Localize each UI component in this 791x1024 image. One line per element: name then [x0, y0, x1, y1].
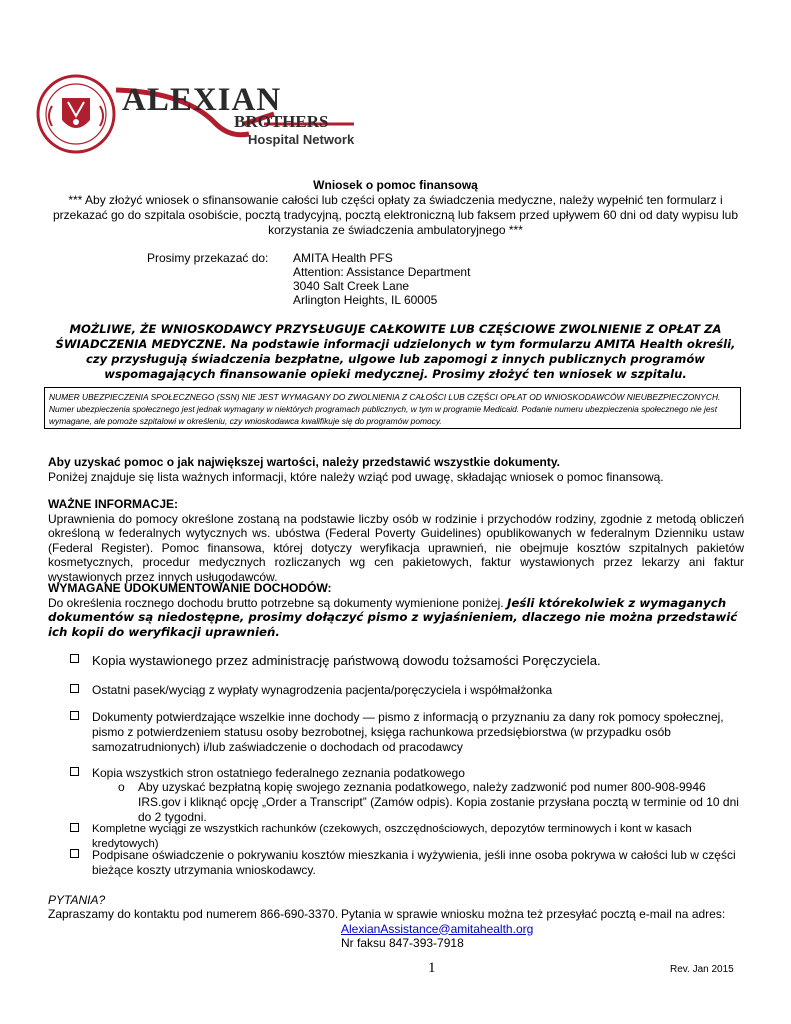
- questions-phone: Zapraszamy do kontaktu pod numerem 866-690-3370.: [48, 907, 339, 921]
- fax-number: Nr faksu 847-393-7918: [341, 936, 464, 950]
- documents-text: Poniżej znajduje się lista ważnych informacji, które należy wziąć pod uwagę, składając wniosek o pomoc finansową.: [48, 469, 664, 484]
- revision-date: Rev. Jan 2015: [670, 964, 734, 975]
- circle-bullet-icon: o: [118, 780, 125, 794]
- important-text: Uprawnienia do pomocy określone zostaną na podstawie liczby osób w rodzinie i przychodów rodziny, zgodnie z metodą obliczeń określoną w federalnych wytycznych ws. ubóstwa (Federal Poverty Guidelines) opublikowanych w federalnym Dzienniku ustaw (Federal Register). Pomoc finansowa, której dotyczy weryfikacja uprawnień, nie obejmuje kosztów szpitalnych pakietów kosmetycznych, procedur medycznych rozliczanych wg cen pakietowych, faktur wystawionych przez lekarzy ani faktur wystawionych przez innych usługodawców.: [48, 511, 744, 584]
- alexian-brothers-logo: [34, 72, 364, 162]
- checklist-item: Kopia wszystkich stron ostatniego federalnego zeznania podatkowego: [70, 766, 750, 781]
- email-link[interactable]: AlexianAssistance@amitahealth.org: [341, 921, 534, 936]
- income-text: [48, 596, 744, 640]
- documents-heading: Aby uzyskać pomoc o jak największej wartości, należy przedstawić wszystkie dokumenty.: [48, 455, 560, 469]
- checkbox-icon[interactable]: [70, 767, 79, 776]
- checklist-item: Kopia wystawionego przez administrację państwową dowodu tożsamości Poręczyciela.: [70, 653, 750, 668]
- checklist-item: Podpisane oświadczenie o pokrywaniu kosztów mieszkania i wyżywienia, jeśli inne osoba pokrywa w całości lub w części bieżące koszty utrzymania wnioskodawcy.: [70, 848, 750, 878]
- documents-section: [48, 455, 744, 484]
- ssn-notice-line2: Numer ubezpieczenia społecznego jest jednak wymagany w niektórych programach publicznych, w tym w programie Medicaid. Podanie numeru ubezpieczenia społecznego nie jest wymagane, ale pomoże szpitalowi w określeniu, czy wnioskodawca kwalifikuje się do programów pomocy.: [49, 404, 718, 426]
- income-section: [48, 581, 744, 639]
- income-emphasis: Jeśli którekolwiek z wymaganych dokumentów są niedostępne, prosimy dołączyć pismo z wyjaśnieniem, dlaczego nie można przedstawić ich kopii do weryfikacji uprawnień.: [48, 595, 738, 639]
- checkbox-icon[interactable]: [70, 654, 79, 663]
- checklist-item: Ostatni pasek/wyciąg z wypłaty wynagrodzenia pacjenta/poręczyciela i współmałżonka: [70, 683, 750, 698]
- page-number: 1: [428, 960, 436, 976]
- checkbox-icon[interactable]: [70, 684, 79, 693]
- address-line: Attention: Assistance Department: [293, 265, 471, 279]
- address-line: 3040 Salt Creek Lane: [293, 279, 410, 293]
- eligibility-notice: MOŻLIWE, ŻE WNIOSKODAWCY PRZYSŁUGUJE CAŁKOWITE LUB CZĘŚCIOWE ZWOLNIENIE Z OPŁAT ZA ŚWIADCZENIA MEDYCZNE. Na podstawie informacji udzielonych w tym formularzu AMITA Health określi, czy przysługują świadczenia bezpłatne, ulgowe lub zapomogi z innych publicznych programów wspomagających finansowanie opieki medycznej. Prosimy złożyć ten wniosek w szpitalu.: [55, 322, 736, 381]
- tax-transcript-note: o Aby uzyskać bezpłatną kopię swojego zeznania podatkowego, należy zadzwonić pod numer 800-908-9946 IRS.gov i kliknąć opcję „Order a Transcript” (Zamów odpis). Kopia zostanie przysłana pocztą w terminie od 10 dni do 2 tygodni.: [118, 780, 739, 824]
- important-heading: WAŻNE INFORMACJE:: [48, 497, 178, 511]
- intro-text: *** Aby złożyć wniosek o sfinansowanie całości lub części opłaty za świadczenia medyczne, należy wypełnić ten formularz i przekazać go do szpitala osobiście, pocztą tradycyjną, pocztą elektroniczną lub faksem przed upływem 60 dni od daty wypisu lub korzystania ze świadczenia ambulatoryjnego ***: [52, 193, 739, 237]
- logo-main-text: ALEXIAN: [122, 82, 282, 118]
- income-heading: WYMAGANE UDOKUMENTOWANIE DOCHODÓW:: [48, 581, 332, 595]
- ssn-notice-box: [44, 387, 741, 429]
- send-to-address: [293, 251, 470, 307]
- seal-icon: [38, 76, 114, 152]
- important-section: [48, 497, 744, 585]
- checkbox-icon[interactable]: [70, 849, 79, 858]
- checklist-item: Dokumenty potwierdzające wszelkie inne dochody — pismo z informacją o przyznaniu za dany rok pomocy społecznej, pismo z potwierdzeniem statusu osoby bezrobotnej, księga rachunkowa przedsiębiorstwa (w przypadku osób samozatrudnionych) i/lub zaświadczenie o dochodach od pracodawcy: [70, 710, 750, 755]
- logo-network-text: Hospital Network: [248, 132, 355, 147]
- address-line: AMITA Health PFS: [293, 251, 393, 265]
- page-title: Wniosek o pomoc finansową: [313, 178, 478, 192]
- questions-contact: [341, 907, 725, 951]
- questions-heading: PYTANIA?: [48, 893, 106, 907]
- email-text: Pytania w sprawie wniosku można też przesyłać pocztą e-mail na adres:: [341, 907, 726, 921]
- logo-sub-text: BROTHERS: [234, 112, 329, 131]
- checklist-item: Kompletne wyciągi ze wszystkich rachunków (czekowych, oszczędnościowych, depozytów terminowych i kont w kasach kredytowych): [70, 822, 750, 852]
- checkbox-icon[interactable]: [70, 711, 79, 720]
- address-line: Arlington Heights, IL 60005: [293, 293, 438, 307]
- send-to-label: Prosimy przekazać do:: [147, 251, 269, 265]
- income-intro: Do określenia rocznego dochodu brutto potrzebne są dokumenty wymienione poniżej.: [48, 595, 504, 610]
- checkbox-icon[interactable]: [70, 823, 79, 832]
- ssn-notice-line1: NUMER UBEZPIECZENIA SPOŁECZNEGO (SSN) NIE JEST WYMAGANY DO ZWOLNIENIA Z CAŁOŚCI LUB CZĘŚCI OPŁAT OD WNIOSKODAWCÓW NIEUBEZPIECZONYCH.: [49, 392, 721, 402]
